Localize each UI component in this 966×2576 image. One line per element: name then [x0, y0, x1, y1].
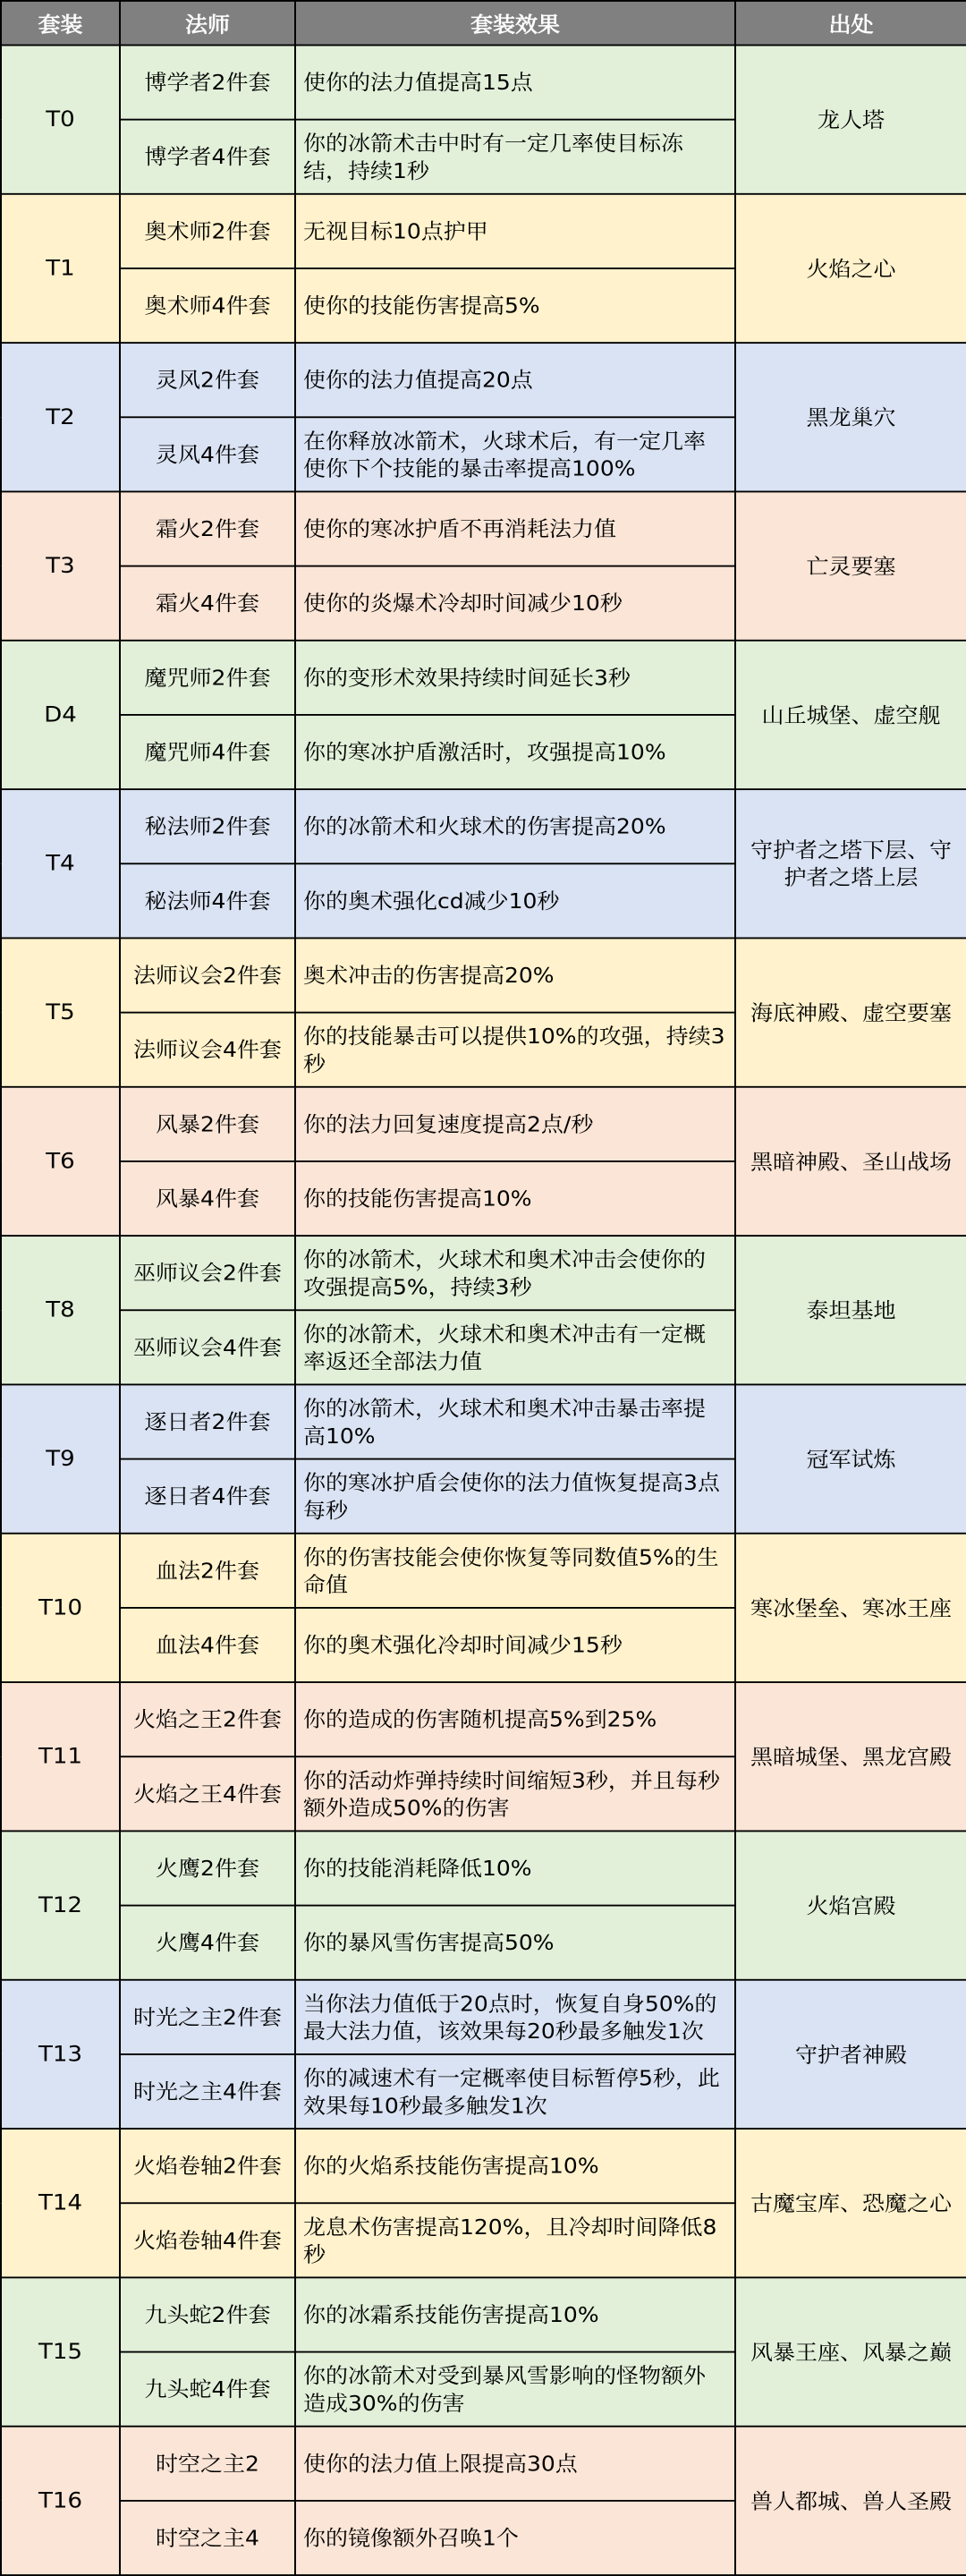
piece-cell: 灵风4件套	[120, 417, 295, 491]
effect-cell: 你的冰箭术，火球术和奥术冲击有一定概率返还全部法力值	[295, 1310, 735, 1384]
set-row	[1, 641, 966, 715]
piece-cell: 博学者4件套	[120, 120, 295, 194]
effect-cell: 你的冰箭术，火球术和奥术冲击会使你的攻强提高5%，持续3秒	[295, 1236, 735, 1310]
piece-cell: 灵风2件套	[120, 343, 295, 417]
effect-cell: 使你的技能伤害提高5%	[295, 268, 735, 343]
tier-cell: T0	[1, 45, 120, 193]
piece-cell: 火焰之王2件套	[120, 1682, 295, 1756]
effect-cell: 你的火焰系技能伤害提高10%	[295, 2129, 735, 2203]
effect-cell: 你的寒冰护盾会使你的法力值恢复提高3点每秒	[295, 1459, 735, 1534]
tier-cell: T4	[1, 789, 120, 938]
effect-cell: 你的造成的伤害随机提高5%到25%	[295, 1682, 735, 1756]
tier-cell: T13	[1, 1980, 120, 2129]
set-row	[1, 194, 966, 268]
piece-cell: 九头蛇2件套	[120, 2277, 295, 2351]
piece-cell: 巫师议会2件套	[120, 1236, 295, 1310]
piece-cell: 奥术师2件套	[120, 194, 295, 268]
effect-cell: 无视目标10点护甲	[295, 194, 735, 268]
piece-cell: 法师议会2件套	[120, 938, 295, 1012]
source-cell: 黑暗城堡、黑龙宫殿	[735, 1682, 966, 1831]
source-cell: 火焰宫殿	[735, 1831, 966, 1979]
effect-cell: 你的活动炸弹持续时间缩短3秒，并且每秒额外造成50%的伤害	[295, 1756, 735, 1831]
piece-cell: 巫师议会4件套	[120, 1310, 295, 1384]
source-cell: 黑龙巢穴	[735, 343, 966, 491]
piece-cell: 火焰卷轴2件套	[120, 2129, 295, 2203]
set-row	[1, 1831, 966, 1905]
piece-cell: 时光之主2件套	[120, 1980, 295, 2054]
effect-cell: 你的技能暴击可以提供10%的攻强，持续3秒	[295, 1013, 735, 1087]
piece-cell: 时光之主4件套	[120, 2054, 295, 2129]
effect-cell: 你的法力回复速度提高2点/秒	[295, 1087, 735, 1161]
effect-cell: 使你的法力值提高20点	[295, 343, 735, 417]
source-cell: 火焰之心	[735, 194, 966, 343]
piece-cell: 霜火4件套	[120, 566, 295, 641]
piece-cell: 风暴4件套	[120, 1161, 295, 1236]
tier-cell: T15	[1, 2277, 120, 2426]
effect-cell: 你的寒冰护盾激活时，攻强提高10%	[295, 715, 735, 789]
source-cell: 守护者神殿	[735, 1980, 966, 2129]
tier-cell: T6	[1, 1087, 120, 1236]
source-cell: 龙人塔	[735, 45, 966, 193]
piece-cell: 火焰之王4件套	[120, 1756, 295, 1831]
effect-cell: 你的减速术有一定概率使目标暂停5秒，此效果每10秒最多触发1次	[295, 2054, 735, 2129]
set-row	[1, 343, 966, 417]
piece-cell: 火鹰2件套	[120, 1831, 295, 1905]
effect-cell: 龙息术伤害提高120%，且冷却时间降低8秒	[295, 2203, 735, 2277]
tier-cell: T16	[1, 2427, 120, 2575]
effect-cell: 奥术冲击的伤害提高20%	[295, 938, 735, 1012]
effect-cell: 你的技能伤害提高10%	[295, 1161, 735, 1236]
set-row	[1, 1980, 966, 2054]
set-row	[1, 1534, 966, 1608]
effect-cell: 当你法力值低于20点时，恢复自身50%的最大法力值，该效果每20秒最多触发1次	[295, 1980, 735, 2054]
header-row	[1, 1, 966, 46]
set-row	[1, 2427, 966, 2501]
set-row	[1, 1087, 966, 1161]
source-cell: 兽人都城、兽人圣殿	[735, 2427, 966, 2575]
source-cell: 风暴王座、风暴之巅	[735, 2277, 966, 2426]
effect-cell: 你的冰箭术，火球术和奥术冲击暴击率提高10%	[295, 1384, 735, 1458]
piece-cell: 魔咒师4件套	[120, 715, 295, 789]
set-row	[1, 1384, 966, 1458]
piece-cell: 逐日者4件套	[120, 1459, 295, 1534]
effect-cell: 你的奥术强化cd减少10秒	[295, 863, 735, 938]
tier-cell: T1	[1, 194, 120, 343]
piece-cell: 火焰卷轴4件套	[120, 2203, 295, 2277]
tier-cell: D4	[1, 641, 120, 789]
piece-cell: 九头蛇4件套	[120, 2352, 295, 2427]
set-row	[1, 491, 966, 565]
set-row	[1, 2277, 966, 2351]
tier-cell: T12	[1, 1831, 120, 1979]
source-cell: 寒冰堡垒、寒冰王座	[735, 1534, 966, 1682]
source-cell: 泰坦基地	[735, 1236, 966, 1384]
set-row	[1, 938, 966, 1012]
tier-cell: T9	[1, 1384, 120, 1533]
effect-cell: 你的暴风雪伤害提高50%	[295, 1906, 735, 1980]
header-tier: 套装	[1, 1, 120, 46]
source-cell: 山丘城堡、虚空舰	[735, 641, 966, 789]
piece-cell: 法师议会4件套	[120, 1013, 295, 1087]
piece-cell: 逐日者2件套	[120, 1384, 295, 1458]
tier-cell: T2	[1, 343, 120, 491]
piece-cell: 时空之主2	[120, 2427, 295, 2501]
effect-cell: 你的伤害技能会使你恢复等同数值5%的生命值	[295, 1534, 735, 1608]
piece-cell: 魔咒师2件套	[120, 641, 295, 715]
set-table-body	[1, 45, 966, 2575]
tier-cell: T11	[1, 1682, 120, 1831]
piece-cell: 血法2件套	[120, 1534, 295, 1608]
piece-cell: 博学者2件套	[120, 45, 295, 119]
set-row	[1, 45, 966, 119]
effect-cell: 使你的法力值上限提高30点	[295, 2427, 735, 2501]
source-cell: 亡灵要塞	[735, 491, 966, 640]
set-row	[1, 2129, 966, 2203]
piece-cell: 火鹰4件套	[120, 1906, 295, 1980]
effect-cell: 你的奥术强化冷却时间减少15秒	[295, 1608, 735, 1682]
piece-cell: 秘法师4件套	[120, 863, 295, 938]
effect-cell: 在你释放冰箭术，火球术后，有一定几率使你下个技能的暴击率提高100%	[295, 417, 735, 491]
source-cell: 黑暗神殿、圣山战场	[735, 1087, 966, 1236]
piece-cell: 风暴2件套	[120, 1087, 295, 1161]
piece-cell: 霜火2件套	[120, 491, 295, 565]
effect-cell: 使你的炎爆术冷却时间减少10秒	[295, 566, 735, 641]
header-piece: 法师	[120, 1, 295, 46]
effect-cell: 你的变形术效果持续时间延长3秒	[295, 641, 735, 715]
header-source: 出处	[735, 1, 966, 46]
effect-cell: 你的技能消耗降低10%	[295, 1831, 735, 1905]
tier-cell: T8	[1, 1236, 120, 1384]
effect-cell: 你的冰箭术和火球术的伤害提高20%	[295, 789, 735, 863]
tier-cell: T14	[1, 2129, 120, 2277]
piece-cell: 奥术师4件套	[120, 268, 295, 343]
source-cell: 守护者之塔下层、守护者之塔上层	[735, 789, 966, 938]
piece-cell: 秘法师2件套	[120, 789, 295, 863]
piece-cell: 时空之主4	[120, 2501, 295, 2575]
effect-cell: 你的镜像额外召唤1个	[295, 2501, 735, 2575]
effect-cell: 使你的寒冰护盾不再消耗法力值	[295, 491, 735, 565]
source-cell: 海底神殿、虚空要塞	[735, 938, 966, 1086]
piece-cell: 血法4件套	[120, 1608, 295, 1682]
effect-cell: 你的冰霜系技能伤害提高10%	[295, 2277, 735, 2351]
tier-cell: T5	[1, 938, 120, 1086]
header-effect: 套装效果	[295, 1, 735, 46]
set-row	[1, 1682, 966, 1756]
effect-cell: 你的冰箭术对受到暴风雪影响的怪物额外造成30%的伤害	[295, 2352, 735, 2427]
source-cell: 冠军试炼	[735, 1384, 966, 1533]
set-row	[1, 1236, 966, 1310]
effect-cell: 你的冰箭术击中时有一定几率使目标冻结，持续1秒	[295, 120, 735, 194]
set-row	[1, 789, 966, 863]
tier-cell: T10	[1, 1534, 120, 1682]
source-cell: 古魔宝库、恐魔之心	[735, 2129, 966, 2277]
effect-cell: 使你的法力值提高15点	[295, 45, 735, 119]
tier-cell: T3	[1, 491, 120, 640]
